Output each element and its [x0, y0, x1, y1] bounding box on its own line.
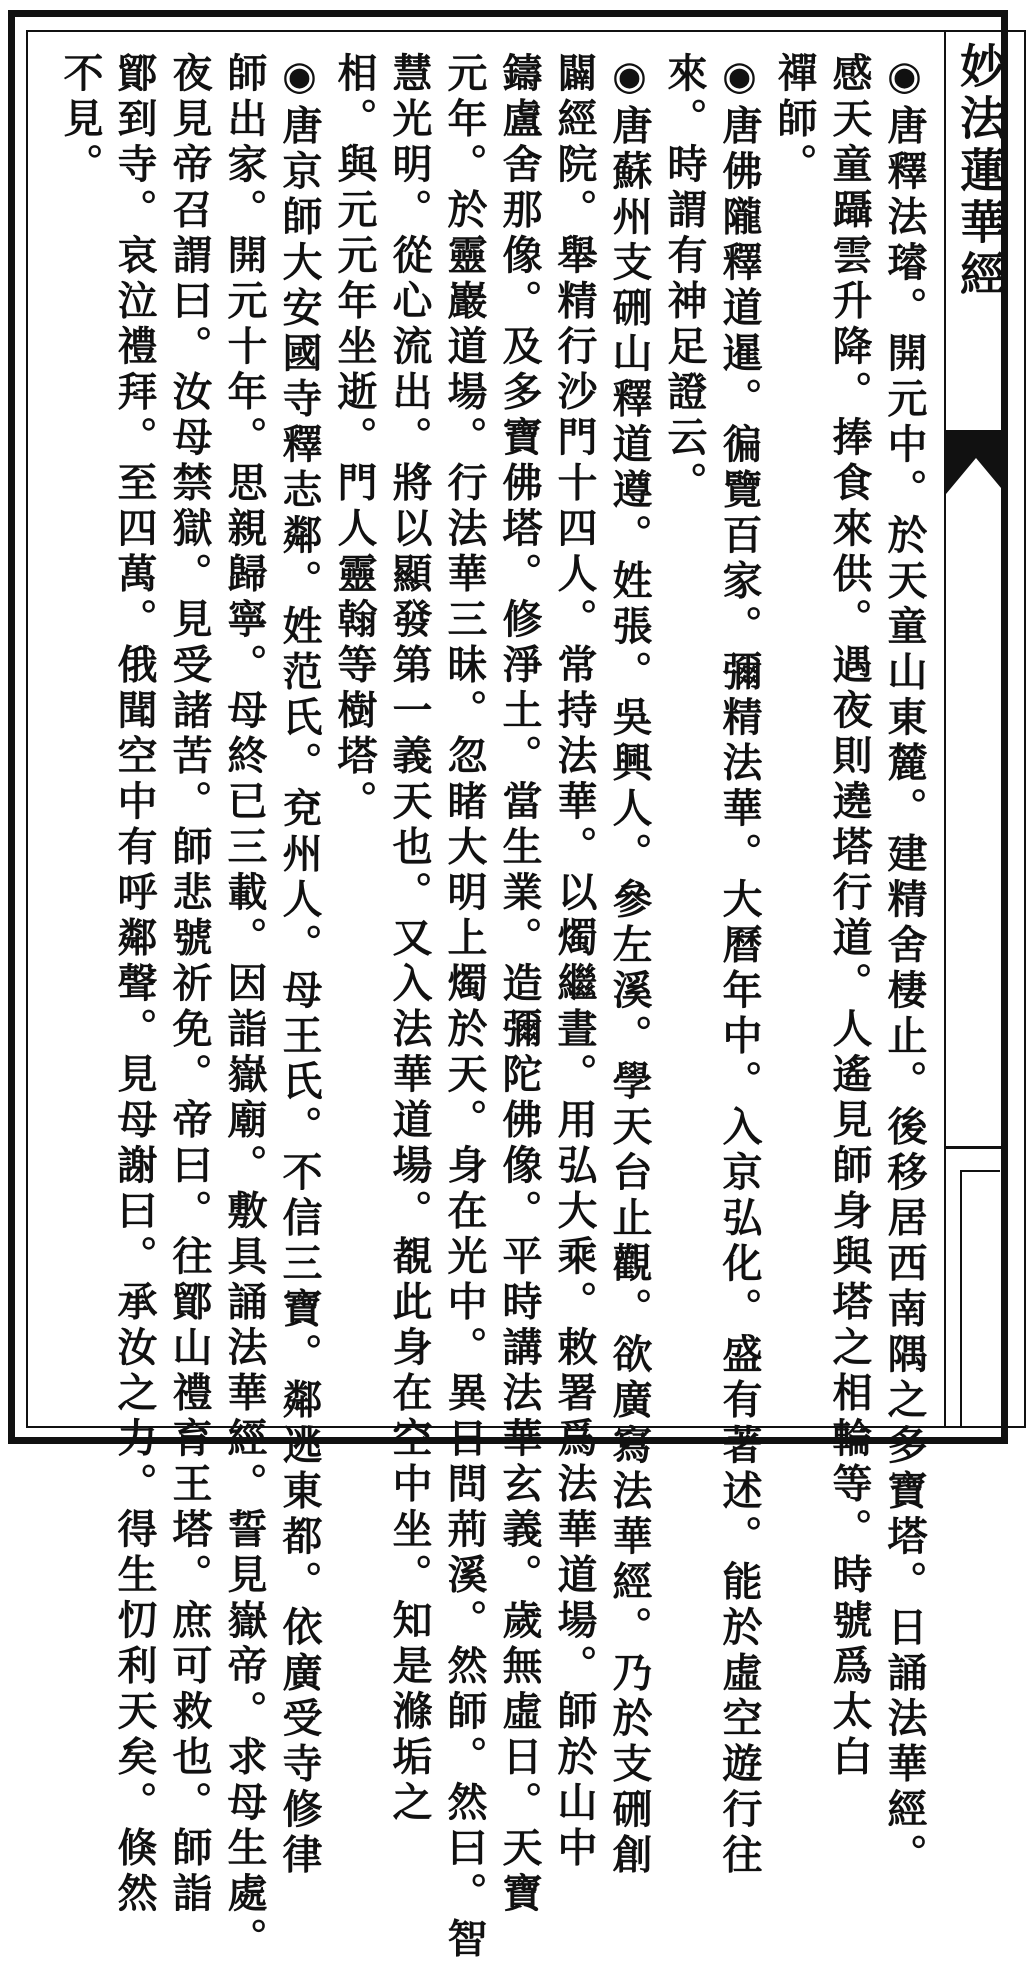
spine-margin	[944, 30, 1007, 1428]
text-column: ◉唐佛隴釋道暹。徧覽百家。彌精法華。大曆年中。入京弘化。盛有著述。能於虛空遊行往	[716, 52, 763, 1879]
spine-box	[960, 1170, 1000, 1428]
text-column: 不見。	[57, 52, 104, 189]
text-column: ◉唐京師大安國寺釋志鄰。姓范氏。兗州人。母王氏。不信三寶。鄰逃東都。依廣受寺修律	[276, 52, 323, 1879]
text-column: 夜見帝召謂曰。汝母禁獄。見受諸苦。師悲號祈免。帝曰。往鄮山禮育王塔。庶可救也。師詣	[166, 52, 213, 1918]
text-column: 感天童躡雲升降。捧食來供。遇夜則遶塔行道。人遙見師身與塔之相輪等。時號爲太白	[826, 52, 873, 1781]
spine-title: 妙法蓮華經	[953, 42, 1007, 302]
text-column: 鑄盧舍那像。及多寶佛塔。修淨土。當生業。造彌陀佛像。平時講法華玄義。歲無虛日。天寶	[496, 52, 543, 1918]
text-column: 鄮到寺。哀泣禮拜。至四萬。俄聞空中有呼鄰聲。見母謝曰。承汝之力。得生忉利天矣。倏然	[111, 52, 158, 1918]
text-column: ◉唐釋法璿。開元中。於天童山東麓。建精舍棲止。後移居西南隅之多寶塔。日誦法華經。	[881, 52, 928, 1879]
text-column: 來。時謂有神足證云。	[661, 52, 708, 507]
text-column: 闢經院。舉精行沙門十四人。常持法華。以燭繼晝。用弘大乘。敕署爲法華道場。師於山中	[551, 52, 598, 1872]
text-column: 禪師。	[771, 52, 818, 189]
text-column: ◉唐蘇州支硎山釋道遵。姓張。吳興人。參左溪。學天台止觀。欲廣寫法華經。乃於支硎創	[606, 52, 653, 1879]
text-column: 元年。於靈巖道場。行法華三昧。忽睹大明上燭於天。身在光中。異日問荊溪。然師。然曰。智	[441, 52, 488, 1963]
spine-divider	[946, 1146, 1002, 1149]
text-column: 慧光明。從心流出。將以顯發第一義天也。又入法華道場。覩此身在空中坐。知是滌垢之	[386, 52, 433, 1827]
text-column: 師出家。開元十年。思親歸寧。母終已三載。因詣嶽廟。敷具誦法華經。誓見嶽帝。求母生處。	[221, 52, 268, 1963]
fishtail-ornament	[946, 430, 1006, 494]
main-text-block	[52, 52, 932, 1963]
text-column: 相。與元元年坐逝。門人靈翰等樹塔。	[331, 52, 378, 826]
